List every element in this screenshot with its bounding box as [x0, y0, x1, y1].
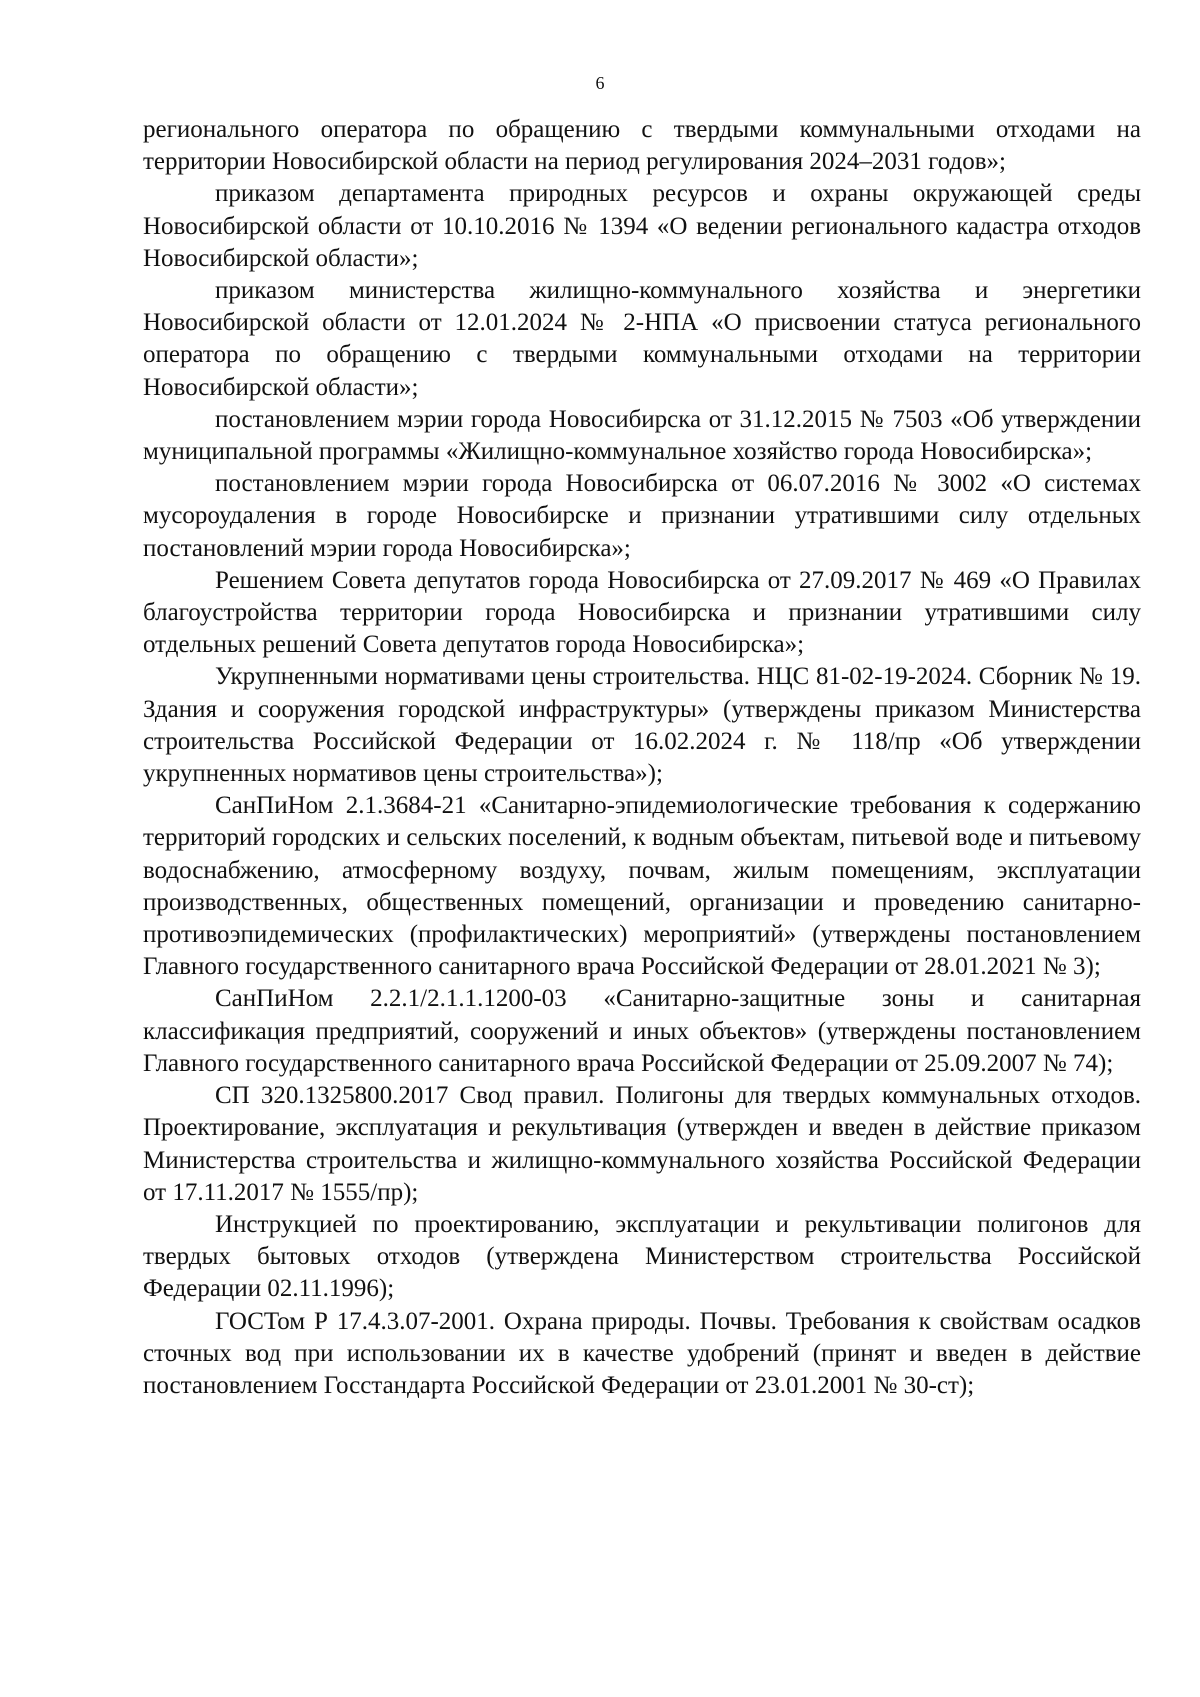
paragraph-order-cadastre: приказом департамента природных ресурсов и охраны окружающей среды Новосибирской области от 10.10.2016 № 1394 «О ведении регионального кадастра отходов Новосибирской области»; [143, 180, 1141, 272]
document-body [143, 114, 1141, 1402]
page-number: 6 [595, 73, 605, 93]
paragraph-decision-469: Решением Совета депутатов города Новосибирска от 27.09.2017 № 469 «О Правилах благоустройства территории города Новосибирска и признании утратившими силу отдельных решений Совета депутатов города Новосибирска»; [143, 566, 1141, 659]
paragraph-sanpin-1200: СанПиНом 2.2.1/2.1.1.1200-03 «Санитарно-защитные зоны и санитарная классификация предприятий, сооружений и иных объектов» (утверждены постановлением Главного государственного санитарного врача Российской Федерации от 25.09.2007 № 74); [143, 985, 1141, 1077]
paragraph-order-regional-operator: приказом министерства жилищно-коммунального хозяйства и энергетики Новосибирской области от 12.01.2024 № 2-НПА «О присвоении статуса регионального оператора по обращению с твердыми коммунальными отходами на территории Новосибирской области»; [143, 277, 1141, 401]
paragraph-sanpin-3684: СанПиНом 2.1.3684-21 «Санитарно-эпидемиологические требования к содержанию территорий городских и сельских поселений, к водным объектам, питьевой воде и питьевому водоснабжению, атмосферному воздуху, почвам, жилым помещениям, эксплуатации производственных, общественных помещений, организации и проведению санитарно-противоэпидемических (профилактических) мероприятий» (утверждены постановлением Главного государственного санитарного врача Российской Федерации от 28.01.2021 № 3); [143, 792, 1141, 981]
paragraph-landfill-instruction: Инструкцией по проектированию, эксплуатации и рекультивации полигонов для твердых бытовых отходов (утверждена Министерством строительства Российской Федерации 02.11.1996); [143, 1210, 1141, 1303]
paragraph-construction-norms: Укрупненными нормативами цены строительства. НЦС 81-02-19-2024. Сборник № 19. Здания и сооружения городской инфраструктуры» (утверждены приказом Министерства строительства Российской Федерации от 16.02.2024 г. № 118/пр «Об утверждении укрупненных нормативов цены строительства»); [143, 663, 1141, 788]
paragraph-resolution-3002: постановлением мэрии города Новосибирска от 06.07.2016 № 3002 «О системах мусороудаления в городе Новосибирске и признании утратившими силу отдельных постановлений мэрии города Новосибирска»; [143, 470, 1141, 562]
paragraph-resolution-7503: постановлением мэрии города Новосибирска от 31.12.2015 № 7503 «Об утверждении муниципальной программы «Жилищно-коммунальное хозяйство города Новосибирска»; [143, 405, 1141, 466]
paragraph-sp-320: СП 320.1325800.2017 Свод правил. Полигоны для твердых коммунальных отходов. Проектирование, эксплуатация и рекультивация (утвержден и введен в действие приказом Министерства строительства и жилищно-коммунального хозяйства Российской Федерации от 17.11.2017 № 1555/пр); [143, 1082, 1141, 1206]
paragraph-continuation: регионального оператора по обращению с твердыми коммунальными отходами на территории Новосибирской области на период регулирования 2024–2031 годов»; [143, 116, 1141, 176]
paragraph-gost-17-4-3-07: ГОСТом Р 17.4.3.07-2001. Охрана природы. Почвы. Требования к свойствам осадков сточных вод при использовании их в качестве удобрений (принят и введен в действие постановлением Госстандарта Российской Федерации от 23.01.2001 № 30-ст); [143, 1307, 1141, 1399]
